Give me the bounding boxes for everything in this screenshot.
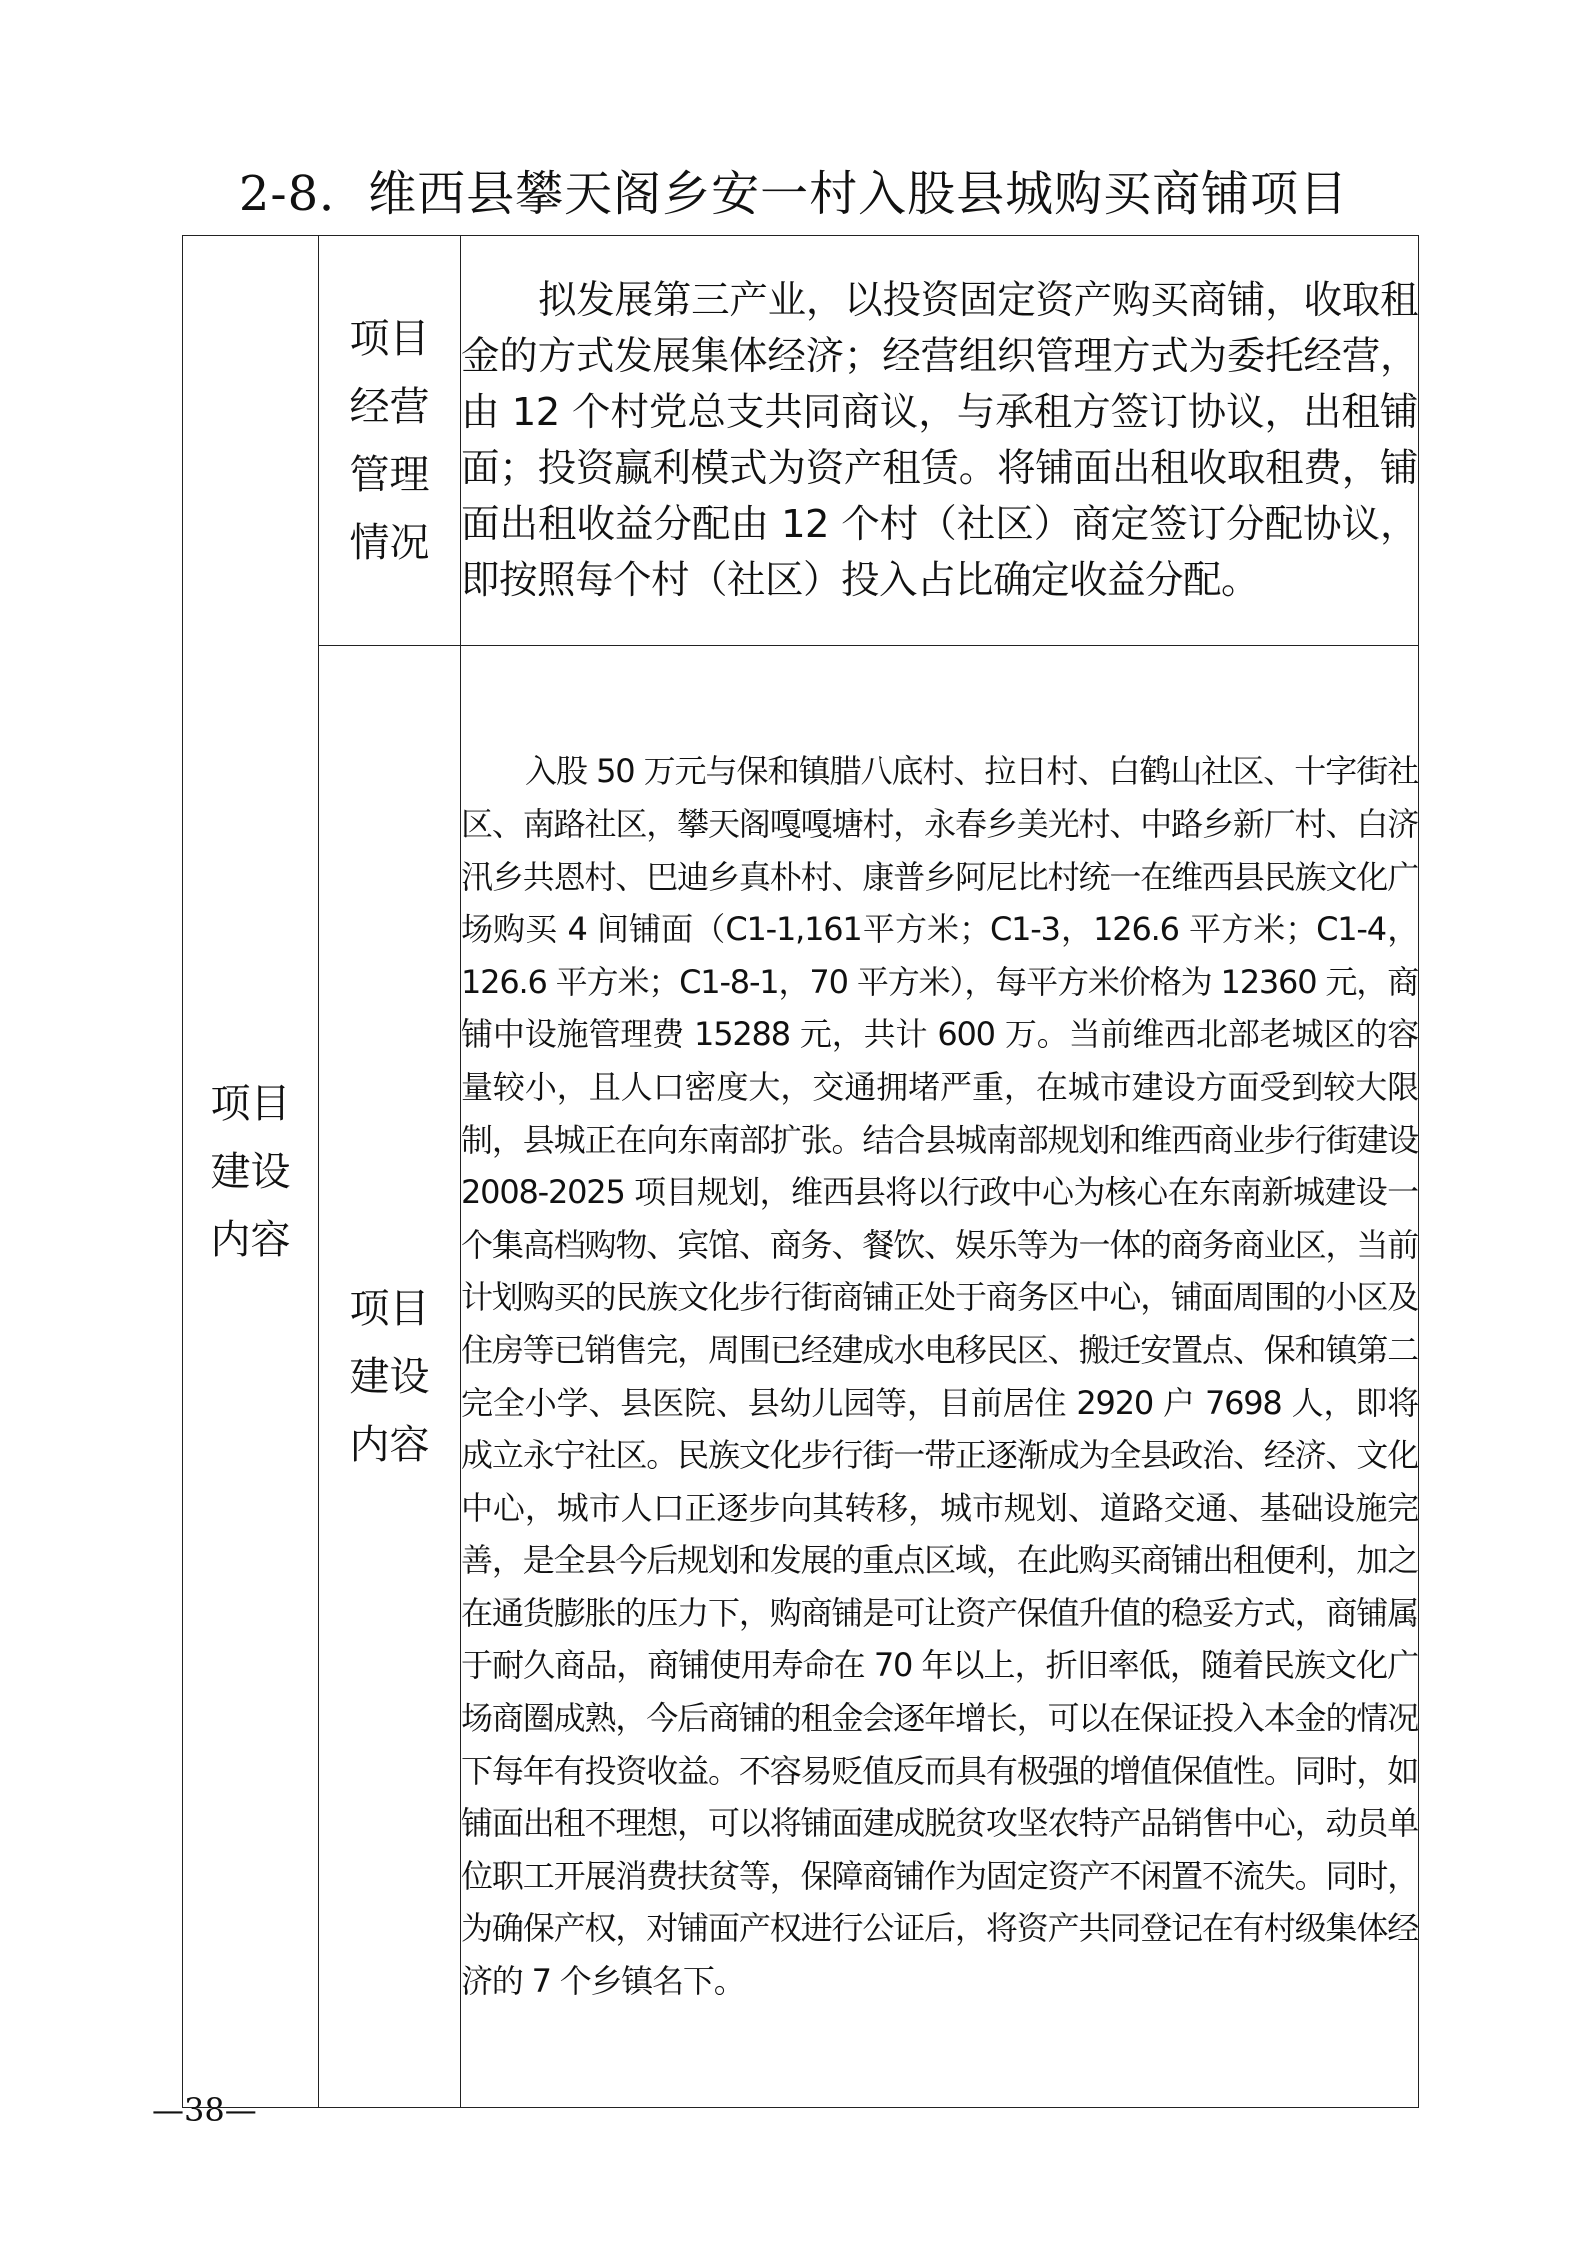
row-label-cell [319,236,461,646]
row-label-line: 情况 [349,519,430,566]
row-label-line: 项目 [349,1285,430,1332]
outer-label-cell [183,236,319,2108]
row-label-line: 项目 [349,315,430,362]
row-label-cell [319,646,461,2108]
outer-label-line: 内容 [210,1216,291,1263]
row-label-line: 管理 [349,451,430,498]
outer-label-line: 建设 [210,1148,291,1195]
page-number: —38— [152,2091,257,2129]
row-label-line: 经营 [349,383,430,430]
table-row [183,646,1419,2108]
outer-label-line: 项目 [210,1080,291,1127]
project-table [182,235,1419,2108]
page-title: 2-8．维西县攀天阁乡安一村入股县城购买商铺项目 [238,166,1349,222]
row-label-line: 内容 [349,1421,430,1468]
construction-text-cell: 入股 50 万元与保和镇腊八底村、拉日村、白鹤山社区、十字街社区、南路社区，攀天阁嘎嘎塘村，永春乡美光村、中路乡新厂村、白济汛乡共恩村、巴迪乡真朴村、康普乡阿尼比村统一在维西县民族文化广场购买 4 间铺面（C1-1,161平方米；C1-3，126.6 平方米；C1-4，126.6 平方米；C1-8-1，70 平方米），每平方米价格为 12360 元，商铺中设施管理费 15288 元，共计 600 万。当前维西北部老城区的容量较小，且人口密度大，交通拥堵严重，在城市建设方面受到较大限制，县城正在向东南部扩张。结合县城南部规划和维西商业步行街建设 2008-2025 项目规划，维西县将以行政中心为核心在东南新城建设一个集高档购物、宾馆、商务、餐饮、娱乐等为一体的商务商业区，当前计划购买的民族文化步行街商铺正处于商务区中心，铺面周围的小区及住房等已销售完，周围已经建成水电移民区、搬迁安置点、保和镇第二完全小学、县医院、县幼儿园等，目前居住 2920 户 7698 人，即将成立永宁社区。民族文化步行街一带正逐渐成为全县政治、经济、文化中心，城市人口正逐步向其转移，城市规划、道路交通、基础设施完善，是全县今后规划和发展的重点区域，在此购买商铺出租便利，加之在通货膨胀的压力下，购商铺是可让资产保值升值的稳妥方式，商铺属于耐久商品，商铺使用寿命在 70 年以上，折旧率低，随着民族文化广场商圈成熟，今后商铺的租金会逐年增长，可以在保证投入本金的情况下每年有投资收益。不容易贬值反而具有极强的增值保值性。同时，如铺面出租不理想，可以将铺面建成脱贫攻坚农特产品销售中心，动员单位职工开展消费扶贫等，保障商铺作为固定资产不闲置不流失。同时，为确保产权，对铺面产权进行公证后，将资产共同登记在有村级集体经济的 7 个乡镇名下。 [461,646,1419,2108]
management-text-cell: 拟发展第三产业，以投资固定资产购买商铺，收取租金的方式发展集体经济；经营组织管理方式为委托经营，由 12 个村党总支共同商议，与承租方签订协议，出租铺面；投资赢利模式为资产租赁。将铺面出租收取租费，铺面出租收益分配由 12 个村（社区）商定签订分配协议，即按照每个村（社区）投入占比确定收益分配。 [461,236,1419,646]
row-label-line: 建设 [349,1353,430,1400]
table-row [183,236,1419,646]
